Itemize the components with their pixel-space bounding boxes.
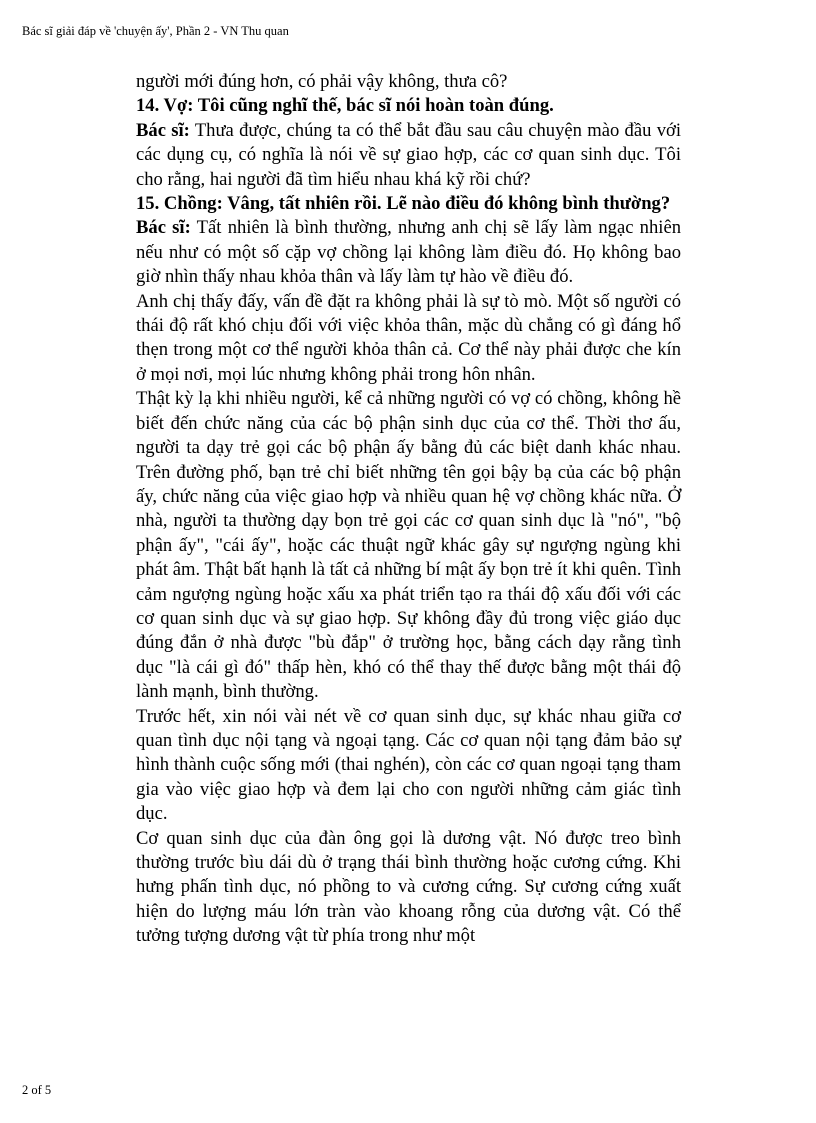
answer-14 [136,119,681,192]
paragraph: Cơ quan sinh dục của đàn ông gọi là dương vật. Nó được treo bình thường trước bìu dái dù ở trạng thái bình thường hoặc cương cứng. Khi hưng phấn tình dục, nó phồng to và cương cứng. Sự cương cứng xuất hiện do lượng máu lớn tràn vào khoang rỗng của dương vật. Có thể tưởng tượng dương vật từ phía trong như một [136,827,681,947]
speaker-label: Bác sĩ: [136,217,191,239]
question-14: 14. Vợ: Tôi cũng nghĩ thế, bác sĩ nói hoàn toàn đúng. [136,95,554,117]
answer-15 [136,216,681,289]
answer-text: Thưa được, chúng ta có thể bắt đầu sau câu chuyện mào đầu với các dụng cụ, có nghĩa là nói về sự giao hợp, các cơ quan sinh dục. Tôi cho rằng, hai người đã tìm hiểu nhau khá kỹ rồi chứ? [136,119,681,190]
answer-text: Tất nhiên là bình thường, nhưng anh chị sẽ lấy làm ngạc nhiên nếu như có một số cặp vợ chồng lại không làm điều đó. Họ không bao giờ nhìn thấy nhau khỏa thân và lấy làm tự hào về điều đó. [136,217,681,288]
paragraph: người mới đúng hơn, có phải vậy không, thưa cô? [136,71,508,92]
paragraph: Anh chị thấy đấy, vấn đề đặt ra không phải là sự tò mò. Một số người có thái độ rất khó chịu đối với việc khỏa thân, mặc dù chẳng có gì đáng hổ thẹn trong một cơ thể người khỏa thân cả. Cơ thể này phải được che kín ở mọi nơi, mọi lúc nhưng không phải trong hôn nhân. [136,290,681,385]
page-header-title: Bác sĩ giải đáp về 'chuyện ấy', Phần 2 - VN Thu quan [22,24,289,38]
paragraph: Thật kỳ lạ khi nhiều người, kể cả những người có vợ có chồng, không hề biết đến chức năng của các bộ phận sinh dục của cơ thể. Thời thơ ấu, người ta dạy trẻ gọi các bộ phận ấy bằng đủ các biệt danh khác nhau. Trên đường phố, bạn trẻ chỉ biết những tên gọi bậy bạ của các bộ phận ấy, chức năng của việc giao hợp và nhiều quan hệ vợ chồng khác nữa. Ở nhà, người ta thường dạy bọn trẻ gọi các cơ quan sinh dục là "nó", "bộ phận ấy", "cái ấy", hoặc các thuật ngữ khác gây sự ngượng ngùng khi phát âm. Thật bất hạnh là tất cả những bí mật ấy bọn trẻ ít khi quên. Tình cảm ngượng ngùng hoặc xấu xa phát triển tạo ra thái độ xấu đối với các cơ quan sinh dục và sự giao hợp. Sự không đầy đủ trong việc giáo dục đúng đắn ở nhà được "bù đắp" ở trường học, bằng cách dạy rằng tình dục "là cái gì đó" thấp hèn, khó có thể thay thế được bằng một thái độ lành mạnh, bình thường. [136,388,681,703]
document-body [136,70,681,949]
speaker-label: Bác sĩ: [136,119,190,141]
paragraph: Trước hết, xin nói vài nét về cơ quan sinh dục, sự khác nhau giữa cơ quan tình dục nội tạng và ngoại tạng. Các cơ quan nội tạng đảm bảo sự hình thành cuộc sống mới (thai nghén), còn các cơ quan ngoại tạng tham gia vào việc giao hợp và đem lại cho con người những cảm giác tình dục. [136,705,681,825]
question-15: 15. Chồng: Vâng, tất nhiên rồi. Lẽ nào điều đó không bình thường? [136,193,671,215]
page-number: 2 of 5 [22,1083,52,1097]
